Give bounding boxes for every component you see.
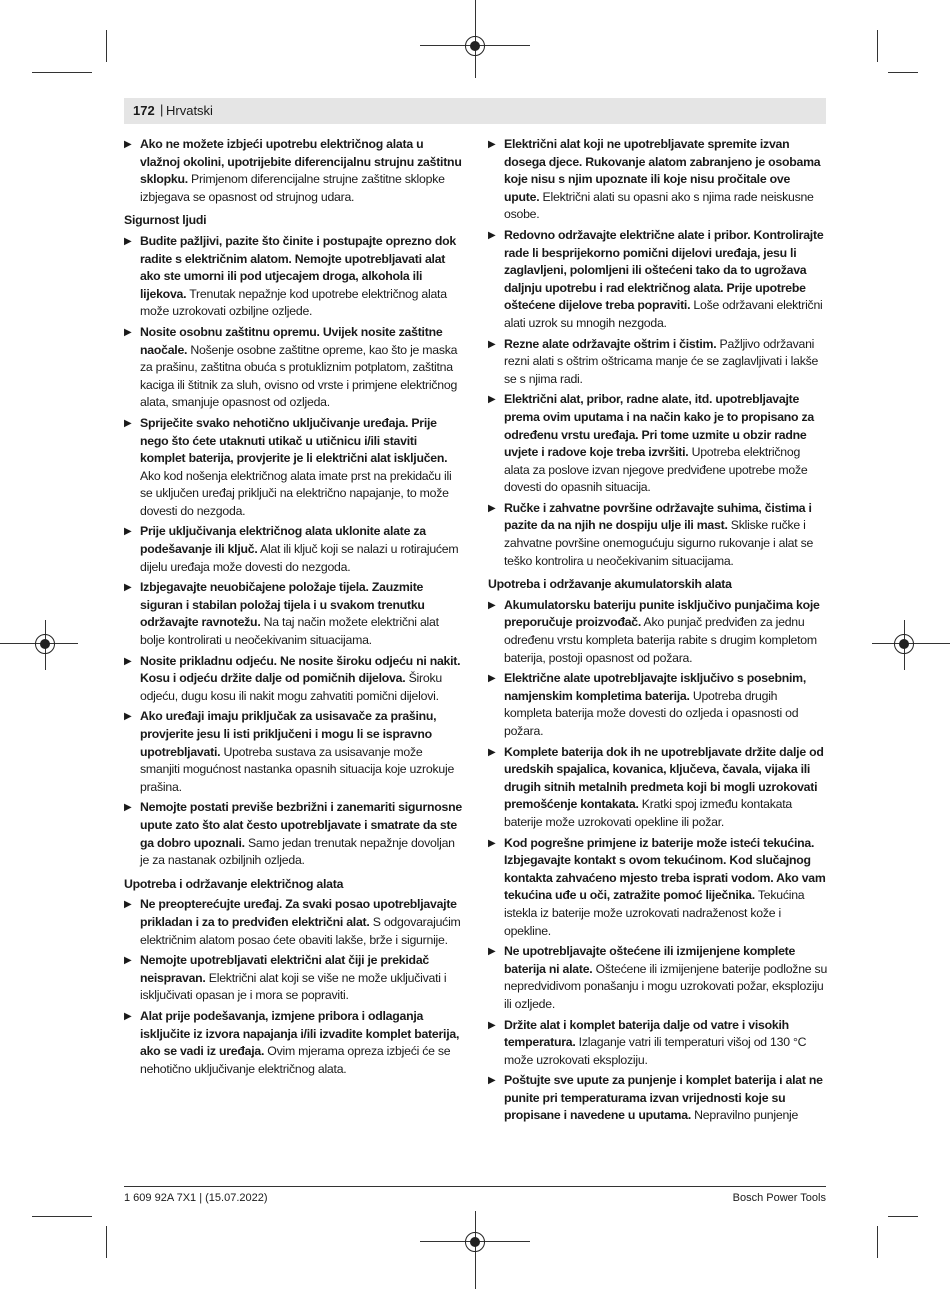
item-body-text: Ako punjač predviđen za jednu određenu vrstu kompleta baterija rabite s drugim kompletom baterija, postoji opasnost od požara. [504, 615, 817, 665]
crop-mark [32, 72, 92, 73]
bullet-arrow-icon: ▶ [488, 1075, 496, 1087]
item-body-text: Izlaganje vatri ili temperaturi višoj od 130 °C može uzrokovati eksploziju. [504, 1035, 807, 1067]
item-bold-text: Nosite osobnu zaštitnu opremu. Uvijek nosite zaštitne naočale. [140, 324, 443, 357]
item-bold-text: Poštujte sve upute za punjenje i komplet baterija i alat ne punite pri temperaturama izvan vrijednosti koje su propisane i navedene u uputama. [504, 1073, 823, 1123]
item-bold-text: Izbjegavajte neuobičajene položaje tijela. Zauzmite siguran i stabilan položaj tijela i u svakom trenutku održavajte ravnotežu. [140, 580, 425, 630]
item-bold-text: Spriječite svako nehotično uključivanje uređaja. Prije nego što ćete utaknuti utikač u utičnicu i/ili staviti komplet baterija, provjerite je li električni alat isključen. [140, 415, 448, 466]
bullet-arrow-icon: ▶ [124, 711, 132, 723]
bullet-arrow-icon: ▶ [124, 326, 132, 338]
list-item [124, 324, 464, 412]
bullet-arrow-icon: ▶ [124, 417, 132, 429]
list-item [488, 835, 828, 941]
bullet-arrow-icon: ▶ [124, 655, 132, 667]
bullet-arrow-icon: ▶ [124, 582, 132, 594]
list-item [488, 670, 828, 740]
list-item [124, 896, 464, 949]
item-body-text: Primjenom diferencijalne strujne zaštitne sklopke izbjegava se opasnost od strujnog udara. [140, 172, 445, 204]
item-body-text: Loše održavani električni alati uzrok su mnogih nezgoda. [504, 298, 823, 330]
footer-brand: Bosch Power Tools [732, 1192, 826, 1204]
bullet-arrow-icon: ▶ [124, 1010, 132, 1022]
crop-mark [888, 1216, 918, 1217]
list-item [124, 523, 464, 576]
item-body-text: S odgovarajućim električnim alatom posao ćete obaviti lakše, brže i sigurnije. [140, 914, 461, 947]
item-bold-text: Držite alat i komplet baterija dalje od vatre i visokih temperatura. [504, 1017, 789, 1050]
item-body-text: Električni alati su opasni ako s njima rade neiskusne osobe. [504, 189, 814, 222]
item-bold-text: Nemojte upotrebljavati električni alat čiji je prekidač neispravan. [140, 953, 430, 985]
item-body-text: Upotreba sustava za usisavanje može smanjiti mogućnost nastanka opasnih situacija koje uzrokuje prašina. [140, 744, 455, 794]
bullet-arrow-icon: ▶ [124, 955, 132, 967]
bullet-arrow-icon: ▶ [488, 338, 496, 350]
header-separator: | [160, 102, 164, 117]
footer-doc-id: 1 609 92A 7X1 | (15.07.2022) [124, 1192, 268, 1204]
crop-mark [106, 1226, 107, 1258]
list-item [488, 136, 828, 224]
registration-mark-icon [465, 36, 485, 56]
item-bold-text: Prije uključivanja električnog alata uklonite alate za podešavanje ili ključ. [140, 524, 426, 557]
item-bold-text: Ručke i zahvatne površine održavajte suhima, čistima i pazite da na njih ne dospiju ulje ili mast. [504, 500, 812, 533]
bullet-arrow-icon: ▶ [488, 599, 496, 611]
bullet-arrow-icon: ▶ [124, 802, 132, 814]
bullet-arrow-icon: ▶ [488, 946, 496, 958]
header-bar [124, 98, 826, 124]
item-bold-text: Budite pažljivi, pazite što činite i postupajte oprezno dok radite s električnim alatom. Nemojte upotrebljavati alat ako ste umorni ili pod utjecajem droga, alkohola ili lijekova. [140, 233, 456, 301]
item-body-text: Nošenje osobne zaštitne opreme, kao što je maska za prašinu, zaštitna obuća s protukliznim potplatom, zaštitna kaciga ili štitnik za sluh, ovisno od vrste i primjene električnog alata, smanjuje opasnost od ozljeda. [140, 342, 458, 410]
bullet-arrow-icon: ▶ [124, 235, 132, 247]
bullet-arrow-icon: ▶ [488, 673, 496, 685]
item-body-text: Ako kod nošenja električnog alata imate prst na prekidaču ili se uključen uređaj priključi na električno napajanje, to može dovesti do nezgoda. [140, 468, 452, 518]
item-bold-text: Komplete baterija dok ih ne upotrebljavate držite dalje od uredskih spajalica, kovanica, ključeva, čavala, vijaka ili drugih sitnih metalnih predmeta koji bi mogli uzrokovati premošćenje kontakata. [504, 744, 824, 812]
registration-mark-icon [35, 634, 55, 654]
page-number: 172 [133, 103, 155, 118]
footer-divider [124, 1186, 826, 1187]
item-body-text: Nepravilno punjenje [691, 1108, 799, 1123]
item-body-text: Oštećene ili izmijenjene baterije podložne su nepredvidivom ponašanju i mogu uzrokovati požar, eksploziju ili ozljede. [504, 961, 828, 1011]
section-heading: Upotreba i održavanje akumulatorskih alata [488, 577, 732, 592]
list-item [488, 500, 828, 570]
crop-mark [106, 30, 107, 62]
list-item [488, 227, 828, 333]
list-item [488, 744, 828, 832]
list-item [488, 943, 828, 1013]
item-body-text: Pažljivo održavani rezni alati s oštrim oštricama manje će se zaglavljivati i lakše se s njima radi. [504, 336, 819, 386]
bullet-arrow-icon: ▶ [488, 394, 496, 406]
item-bold-text: Električne alate upotrebljavajte isključivo s posebnim, namjenskim kompletima baterija. [504, 671, 806, 703]
item-bold-text: Kod pogrešne primjene iz baterije može isteći tekućina. Izbjegavajte kontakt s ovom tekućinom. Kod slučajnog kontakta zahvaćeno mjesto treba isprati vodom. Ako vam tekućina uđe u oči, zatražite pomoć liječnika. [504, 835, 826, 903]
bullet-arrow-icon: ▶ [124, 899, 132, 911]
list-item [124, 415, 464, 521]
crop-mark [877, 1226, 878, 1258]
list-item [124, 233, 464, 321]
list-item [488, 391, 828, 497]
item-bold-text: Nosite prikladnu odjeću. Ne nosite široku odjeću ni nakit. Kosu i odjeću držite dalje od pomičnih dijelova. [140, 653, 461, 686]
page-language: Hrvatski [166, 103, 213, 118]
bullet-arrow-icon: ▶ [124, 526, 132, 538]
item-bold-text: Električni alat, pribor, radne alate, itd. upotrebljavajte prema ovim uputama i na način kako je to propisano za određenu vrstu uređaja. Pri tome uzmite u obzir radne uvjete i radove koje treba izvršiti. [504, 392, 814, 460]
list-item [124, 136, 464, 206]
item-body-text: Upotreba drugih kompleta baterija može dovesti do ozljeda i opasnosti od požara. [504, 688, 799, 738]
right-column [488, 136, 828, 1128]
item-bold-text: Akumulatorsku bateriju punite isključivo punjačima koje preporučuje proizvođač. [504, 597, 820, 630]
list-item [124, 708, 464, 796]
item-body-text: Samo jedan trenutak nepažnje dovoljan je za nastanak ozbiljnih ozljeda. [140, 835, 455, 868]
item-bold-text: Nemojte postati previše bezbrižni i zanemariti sigurnosne upute zato što alat često upotrebljavate i smatrate da ste ga dobro upoznali. [140, 800, 462, 850]
crop-mark [877, 30, 878, 62]
item-bold-text: Ne preopterećujte uređaj. Za svaki posao upotrebljavajte prikladan i za to predviđen električni alat. [140, 897, 457, 929]
list-item [124, 579, 464, 649]
crop-mark [888, 72, 918, 73]
bullet-arrow-icon: ▶ [488, 746, 496, 758]
item-bold-text: Redovno održavajte električne alate i pribor. Kontrolirajte rade li besprijekorno pomični dijelovi uređaja, jesu li zaglavljeni, polomljeni ili oštećeni tako da to ugrožava daljnju upotrebu i rad električnog alata. Prije upotrebe oštećene dijelove treba popraviti. [504, 227, 824, 313]
bullet-arrow-icon: ▶ [488, 837, 496, 849]
item-body-text: Na taj način možete električni alat bolje kontrolirati u neočekivanim situacijama. [140, 615, 439, 648]
crop-mark [32, 1216, 92, 1217]
list-item [488, 597, 828, 667]
section-heading: Sigurnost ljudi [124, 213, 207, 228]
list-item [124, 952, 464, 1005]
bullet-arrow-icon: ▶ [488, 1019, 496, 1031]
bullet-arrow-icon: ▶ [124, 139, 132, 150]
list-item [124, 799, 464, 869]
registration-mark-icon [894, 634, 914, 654]
section-heading: Upotreba i održavanje električnog alata [124, 876, 344, 891]
item-bold-text: Ako uređaji imaju priključak za usisavače za prašinu, provjerite jesu li isti priključeni i mogu li se ispravno upotrebljavati. [140, 709, 437, 759]
list-item [124, 653, 464, 706]
item-body-text: Alat ili ključ koji se nalazi u rotirajućem dijelu uređaja može dovesti do nezgoda. [140, 542, 459, 574]
bullet-arrow-icon: ▶ [488, 229, 496, 241]
list-item [488, 336, 828, 389]
item-bold-text: Alat prije podešavanja, izmjene pribora i odlaganja isključite iz izvora napajanja i/ili izvadite komplet baterija, ako se vadi iz uređaja. [140, 1008, 460, 1059]
item-body-text: Tekućina istekla iz baterije može uzrokovati nadraženost kože i opekline. [504, 888, 805, 938]
item-body-text: Trenutak nepažnje kod upotrebe električnog alata može uzrokovati ozbiljne ozljede. [140, 286, 447, 319]
item-bold-text: Ne upotrebljavajte oštećene ili izmijenjene komplete baterija ni alate. [504, 944, 796, 976]
item-bold-text: Električni alat koji ne upotrebljavate spremite izvan dosega djece. Rukovanje alatom zabranjeno je osobama koje nisu s njim upoznate ili koje nisu pročitale ove upute. [504, 137, 821, 204]
bullet-arrow-icon: ▶ [488, 502, 496, 514]
list-item [488, 1017, 828, 1070]
left-column [124, 136, 464, 1081]
item-body-text: Električni alat koji se više ne može uključivati i isključivati opasan je i mora se popraviti. [140, 970, 447, 1003]
item-body-text: Široku odjeću, dugu kosu ili nakit mogu zahvatiti pomični dijelovi. [140, 671, 442, 703]
bullet-arrow-icon: ▶ [488, 139, 496, 150]
item-bold-text: Rezne alate održavajte oštrim i čistim. [504, 336, 717, 351]
list-item [124, 1008, 464, 1078]
item-body-text: Upotreba električnog alata za poslove izvan njegove predviđene upotrebe može dovesti do opasnih situacija. [504, 445, 808, 495]
item-body-text: Kratki spoj između kontakata baterije može uzrokovati opekline ili požar. [504, 797, 792, 829]
item-bold-text: Ako ne možete izbjeći upotrebu električnog alata u vlažnoj okolini, upotrijebite diferencijalnu strujnu zaštitnu sklopku. [140, 137, 462, 187]
item-body-text: Skliske ručke i zahvatne površine onemogućuju sigurno rukovanje i alat se teško kontrolira u neočekivanim situacijama. [504, 518, 814, 568]
item-body-text: Ovim mjerama opreza izbjeći će se nehotično uključivanje električnog alata. [140, 1044, 451, 1076]
list-item [488, 1072, 828, 1125]
registration-mark-icon [465, 1232, 485, 1252]
